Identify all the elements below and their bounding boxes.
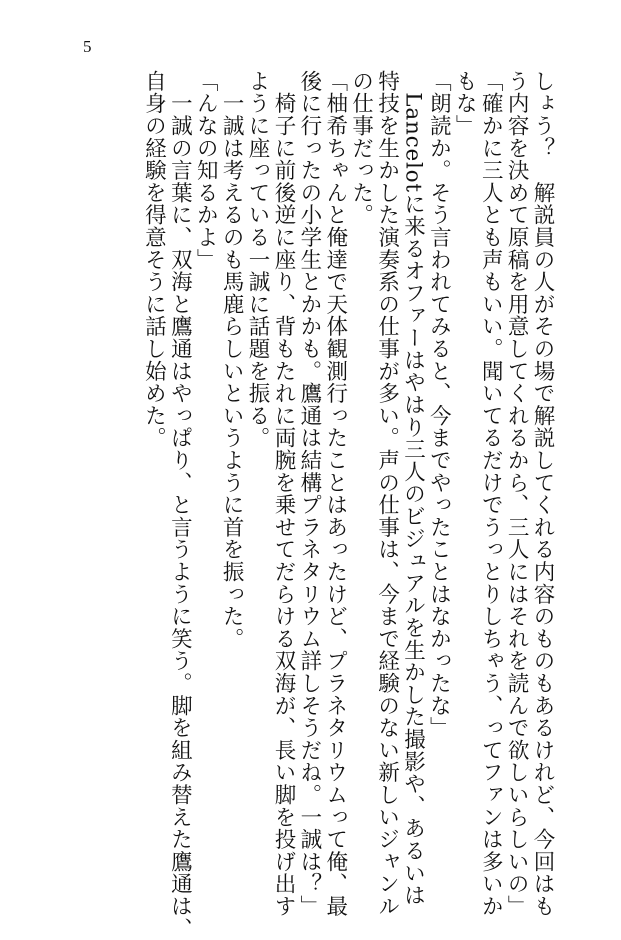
text-line: 後に行ったの小学生とかかも。鷹通は結構プラネタリウム詳しそうだね。一誠は？」 (296, 70, 322, 918)
text-line: しょう？ 解説員の人がその場で解説してくれる内容のものもあるけれど、今回はも (530, 70, 555, 918)
text-line: の仕事だった。 (348, 70, 374, 227)
text-line: 「柚希ちゃんと俺達で天体観測行ったことはあったけど、プラネタリウムって俺、最 (322, 70, 348, 918)
text-line: 一誠は考えるのも馬鹿らしいというように首を振った。 (219, 70, 245, 650)
text-line: ように座っている一誠に話題を振る。 (245, 70, 271, 450)
text-line: 一誠の言葉に、双海と鷹通はやっぱり、と言うように笑う。脚を組み替えた鷹通は、 (167, 70, 193, 940)
body-text (141, 70, 556, 940)
text-line: 「確かに三人とも声もいい。聞いてるだけでうっとりしちゃう、ってファンは多いか (478, 70, 504, 918)
text-line: 椅子に前後逆に座り、背もたれに両腕を乗せてだらける双海が、長い脚を投げ出す (270, 70, 296, 918)
text-line: 「朗読か。そう言われてみると、今までやったことはなかったな」 (426, 70, 452, 739)
text-line: う内容を決めて原稿を用意してくれるから、三人にはそれを読んで欲しいらしいの」 (504, 70, 530, 918)
text-line: 特技を生かした演奏系の仕事が多い。声の仕事は、今まで経験のない新しいジャンル (374, 70, 400, 918)
text-line: 「んなの知るかよ」 (193, 70, 219, 271)
text-line: 自身の経験を得意そうに話し始めた。 (141, 70, 167, 450)
page-number: 5 (83, 37, 92, 56)
text-line: もな」 (452, 70, 478, 137)
text-line: Lancelotに来るオファーはやはり三人のビジュアルを生かした撮影や、あるいは (400, 70, 426, 907)
